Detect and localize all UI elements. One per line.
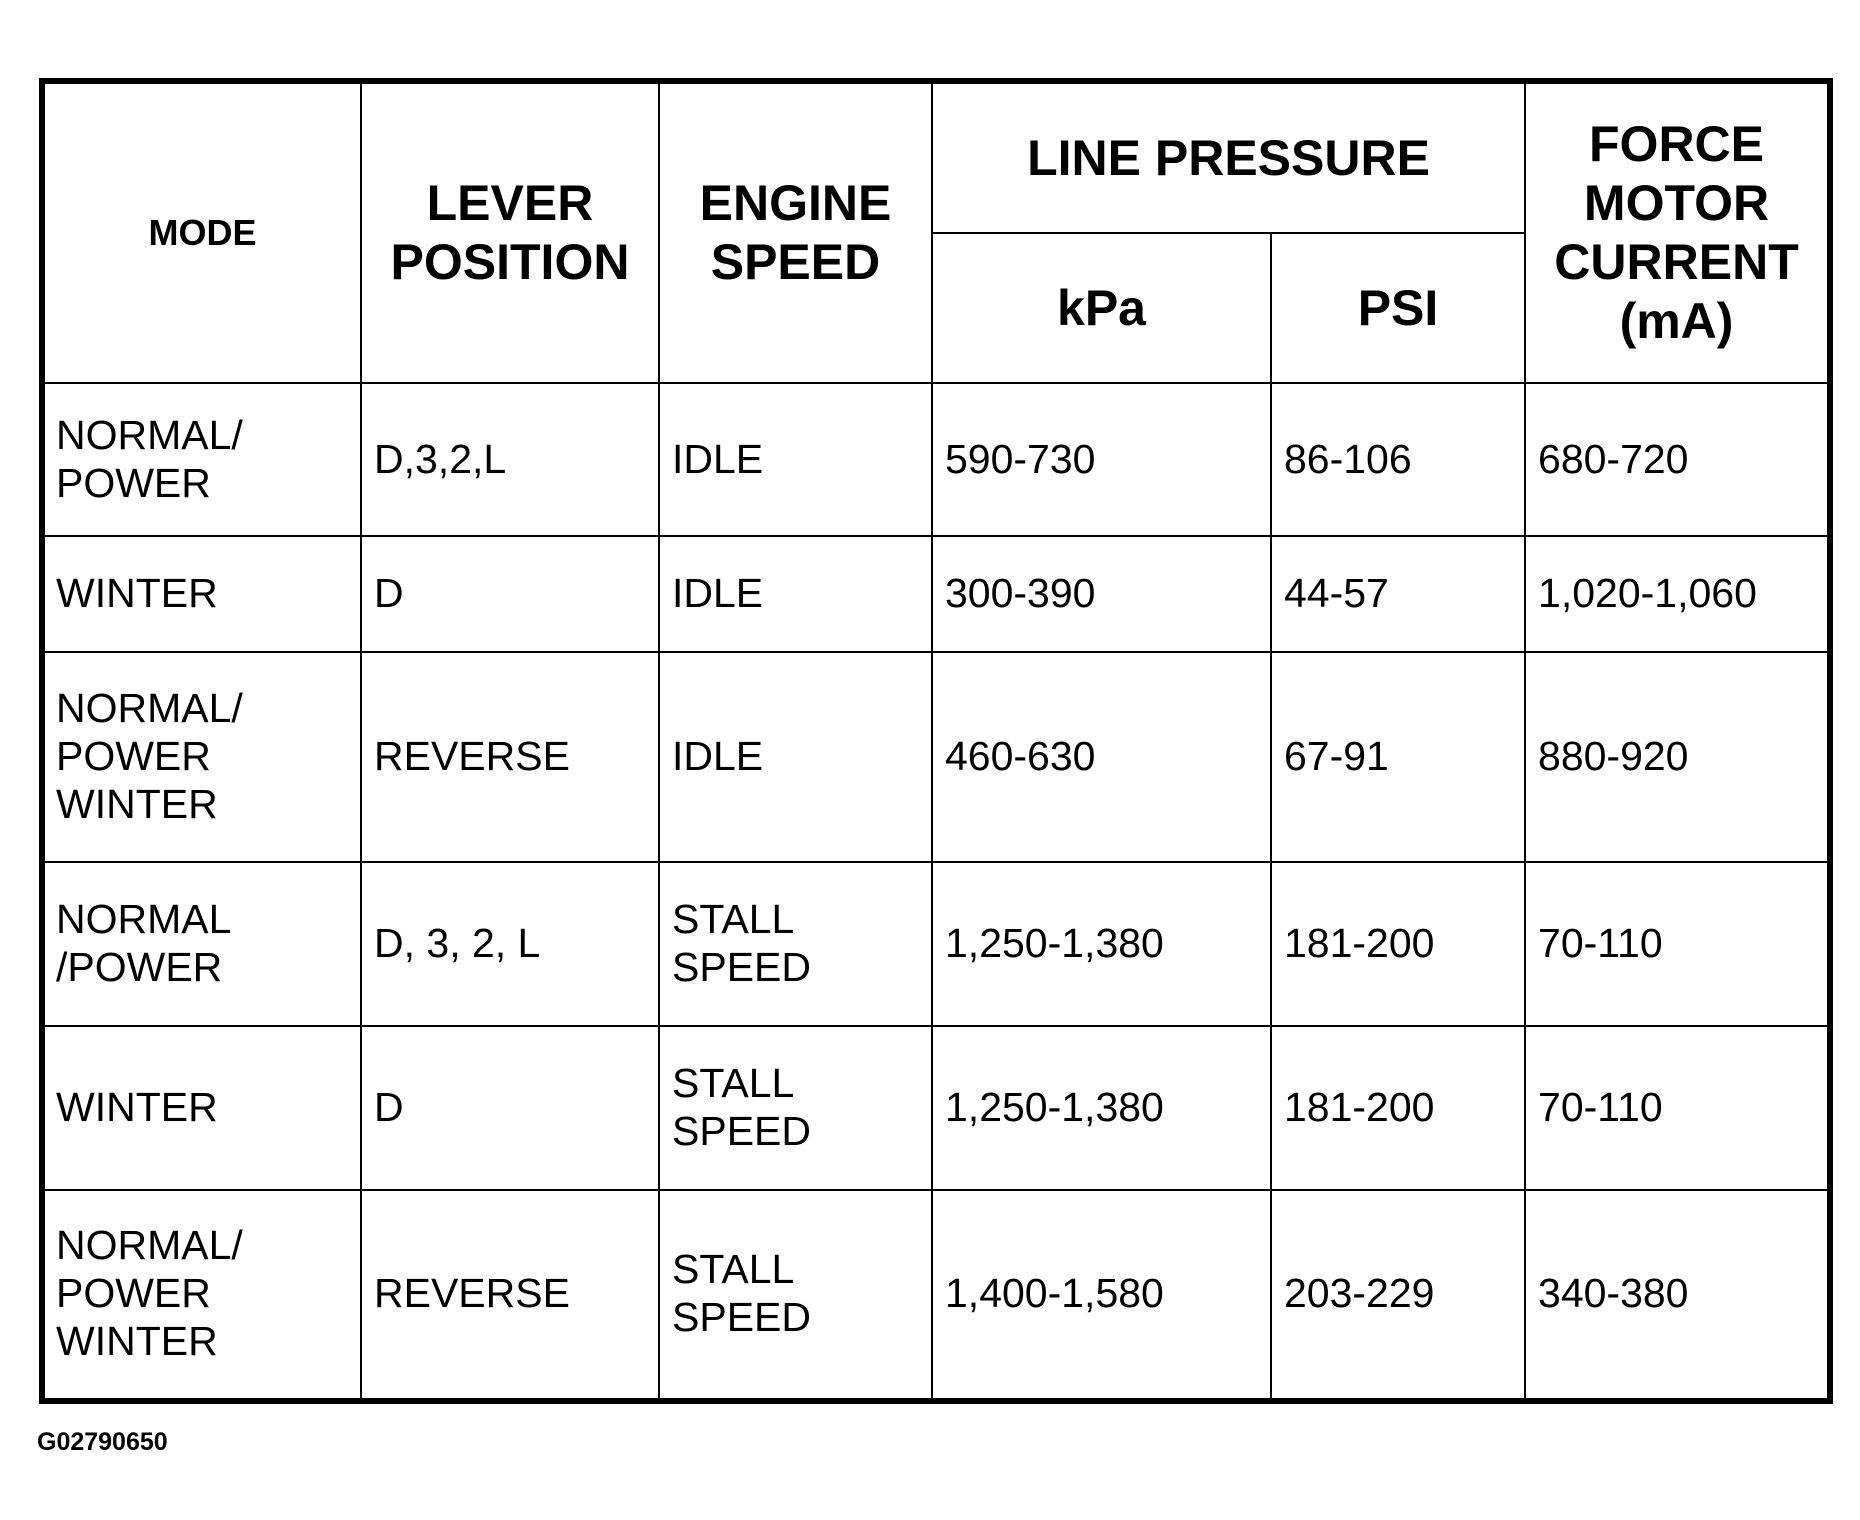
cell-kpa: 590-730 <box>932 383 1271 536</box>
table-row <box>42 862 1830 1026</box>
cell-kpa: 1,400-1,580 <box>932 1190 1271 1402</box>
cell-mode: NORMAL/ POWER WINTER <box>42 652 361 862</box>
header-lever-position: LEVER POSITION <box>361 81 659 383</box>
cell-mode: NORMAL /POWER <box>42 862 361 1026</box>
header-mode: MODE <box>42 81 361 383</box>
header-line-pressure: LINE PRESSURE <box>932 81 1525 233</box>
cell-mode: WINTER <box>42 536 361 652</box>
cell-engine-speed: STALL SPEED <box>659 1190 932 1402</box>
cell-force-motor-current: 70-110 <box>1525 862 1830 1026</box>
header-kpa: kPa <box>932 233 1271 383</box>
cell-lever-position: D, 3, 2, L <box>361 862 659 1026</box>
header-row-top <box>42 81 1830 233</box>
cell-kpa: 300-390 <box>932 536 1271 652</box>
cell-force-motor-current: 1,020-1,060 <box>1525 536 1830 652</box>
cell-psi: 67-91 <box>1271 652 1525 862</box>
table-row <box>42 1190 1830 1402</box>
cell-lever-position: D,3,2,L <box>361 383 659 536</box>
header-force-motor-current: FORCE MOTOR CURRENT (mA) <box>1525 81 1830 383</box>
table-row <box>42 1026 1830 1189</box>
cell-force-motor-current: 70-110 <box>1525 1026 1830 1189</box>
cell-force-motor-current: 880-920 <box>1525 652 1830 862</box>
figure-code: G02790650 <box>37 1428 168 1456</box>
cell-engine-speed: IDLE <box>659 652 932 862</box>
table-row <box>42 652 1830 862</box>
cell-psi: 181-200 <box>1271 1026 1525 1189</box>
cell-mode: NORMAL/ POWER <box>42 383 361 536</box>
cell-force-motor-current: 340-380 <box>1525 1190 1830 1402</box>
cell-engine-speed: IDLE <box>659 536 932 652</box>
cell-force-motor-current: 680-720 <box>1525 383 1830 536</box>
cell-engine-speed: STALL SPEED <box>659 862 932 1026</box>
cell-psi: 44-57 <box>1271 536 1525 652</box>
line-pressure-spec-table <box>39 78 1833 1404</box>
cell-psi: 86-106 <box>1271 383 1525 536</box>
cell-mode: WINTER <box>42 1026 361 1189</box>
cell-psi: 203-229 <box>1271 1190 1525 1402</box>
cell-mode: NORMAL/ POWER WINTER <box>42 1190 361 1402</box>
header-engine-speed: ENGINE SPEED <box>659 81 932 383</box>
table-row <box>42 536 1830 652</box>
table-row <box>42 383 1830 536</box>
cell-lever-position: REVERSE <box>361 652 659 862</box>
cell-kpa: 460-630 <box>932 652 1271 862</box>
cell-psi: 181-200 <box>1271 862 1525 1026</box>
cell-kpa: 1,250-1,380 <box>932 1026 1271 1189</box>
cell-lever-position: REVERSE <box>361 1190 659 1402</box>
cell-lever-position: D <box>361 536 659 652</box>
header-psi: PSI <box>1271 233 1525 383</box>
cell-engine-speed: STALL SPEED <box>659 1026 932 1189</box>
cell-lever-position: D <box>361 1026 659 1189</box>
cell-kpa: 1,250-1,380 <box>932 862 1271 1026</box>
cell-engine-speed: IDLE <box>659 383 932 536</box>
